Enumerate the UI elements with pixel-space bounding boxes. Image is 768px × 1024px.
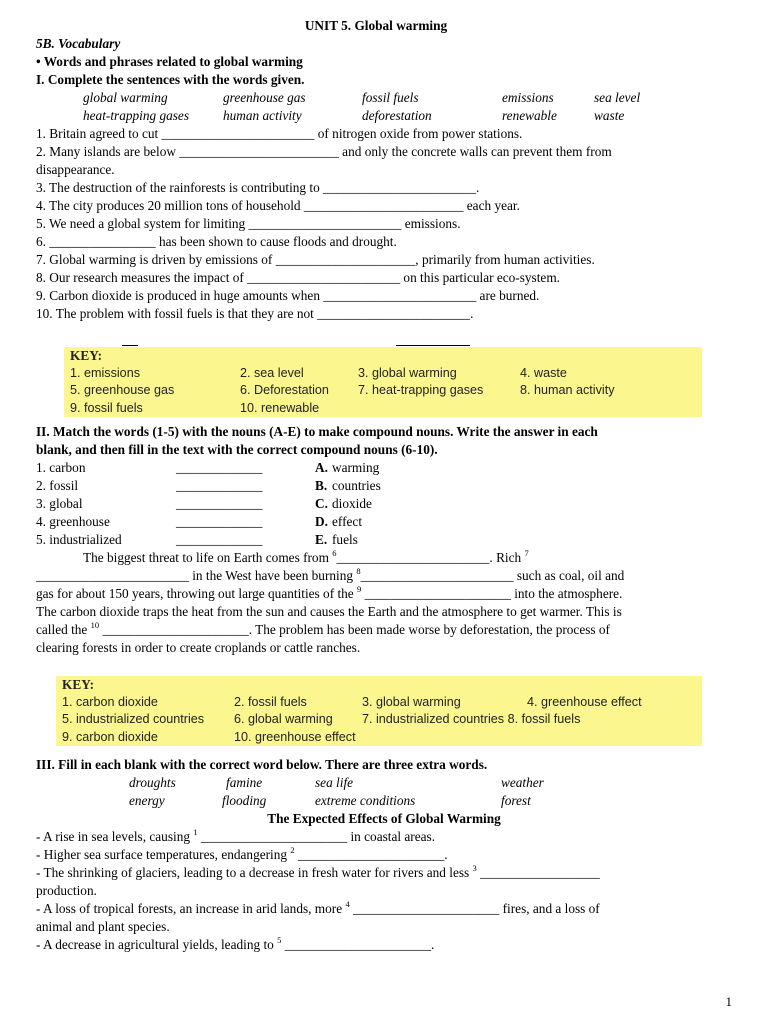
match-row <box>36 531 726 549</box>
word-option: famine <box>226 775 263 790</box>
blank-number: 7 <box>524 547 529 558</box>
match-word: 4. greenhouse <box>36 514 110 529</box>
match-blank: _____________ <box>176 496 263 511</box>
blank-number: 3 <box>472 862 477 873</box>
paragraph-text: ______________________. <box>294 847 448 862</box>
match-row <box>36 513 726 531</box>
word-option: greenhouse gas <box>223 90 306 105</box>
answer-key-part1 <box>64 347 702 417</box>
match-row <box>36 495 726 513</box>
match-word: 2. fossil <box>36 478 79 493</box>
paragraph-text: ______________________. The problem has been made worse by deforestation, the process of <box>99 622 610 637</box>
paragraph-text: ______________________ into the atmosphere. <box>361 586 623 601</box>
match-row <box>36 459 726 477</box>
key-answer: 2. sea level <box>240 365 304 380</box>
paragraph-line <box>36 828 726 846</box>
match-noun: dioxide <box>332 496 372 511</box>
paragraph-text: _______________________ in the West have been burning <box>36 568 357 583</box>
key-label: KEY: <box>62 677 95 692</box>
part1-word-list-row1 <box>36 89 716 107</box>
word-option: global warming <box>83 90 168 105</box>
exercise-line: disappearance. <box>36 162 115 177</box>
exercise-line: 10. The problem with fossil fuels is that they are not _______________________. <box>36 306 474 321</box>
paragraph-text: - The shrinking of glaciers, leading to a decrease in fresh water for rivers and less <box>36 865 473 880</box>
paragraph-line: production. <box>36 883 97 898</box>
part2-heading: blank, and then fill in the text with the correct compound nouns (6-10). <box>36 442 438 457</box>
word-option: droughts <box>129 775 176 790</box>
exercise-line: 6. ________________ has been shown to cause floods and drought. <box>36 234 397 249</box>
word-option: deforestation <box>362 108 432 123</box>
key-answer: 2. fossil fuels <box>234 694 307 709</box>
blank-number: 2 <box>290 844 295 855</box>
key-answer: 5. industrialized countries <box>62 712 205 726</box>
match-noun: fuels <box>332 532 358 547</box>
match-blank: _____________ <box>176 514 263 529</box>
paragraph-text: __________________ <box>476 865 600 880</box>
paragraph-line <box>36 567 726 585</box>
exercise-line: 3. The destruction of the rainforests is contributing to _______________________. <box>36 180 480 195</box>
part1-word-list-row2 <box>36 107 716 125</box>
word-option: human activity <box>223 108 302 123</box>
word-option: flooding <box>222 793 267 808</box>
reading-title: The Expected Effects of Global Warming <box>267 811 501 826</box>
word-option: emissions <box>502 90 554 105</box>
key-answer: 10. greenhouse effect <box>234 729 356 744</box>
key-answer: 4. waste <box>520 365 567 380</box>
paragraph-text: _______________________ such as coal, oil and <box>360 568 625 583</box>
page-number: 1 <box>725 994 732 1009</box>
key-label: KEY: <box>70 348 103 363</box>
blank-number: 9 <box>357 583 362 594</box>
word-option: renewable <box>502 108 557 123</box>
key-answer: 4. greenhouse effect <box>527 694 642 709</box>
key-answer: 7. industrialized countries 8. fossil fuels <box>362 712 581 726</box>
section-heading: 5B. Vocabulary <box>36 36 121 51</box>
paragraph-line: The carbon dioxide traps the heat from the sun and causes the Earth and the atmosphere to get warmer. This is <box>36 604 622 619</box>
key-answer: 5. greenhouse gas <box>70 383 175 397</box>
word-option: waste <box>594 108 625 123</box>
blank-number: 8 <box>356 565 361 576</box>
match-word: 3. global <box>36 496 83 511</box>
part1-heading: I. Complete the sentences with the words given. <box>36 72 305 87</box>
paragraph-text: - A loss of tropical forests, an increase in arid lands, more <box>36 901 346 916</box>
paragraph-text: called the <box>36 622 91 637</box>
paragraph-text: - A decrease in agricultural yields, leading to <box>36 937 278 952</box>
paragraph-line <box>36 864 726 882</box>
paragraph-line <box>36 621 726 639</box>
match-blank: _____________ <box>176 532 263 547</box>
paragraph-text: ______________________ fires, and a loss of <box>349 901 600 916</box>
key-answer: 1. emissions <box>70 365 140 380</box>
match-letter: D. <box>315 514 328 529</box>
exercise-line: 1. Britain agreed to cut _______________________ of nitrogen oxide from power stations. <box>36 126 523 141</box>
word-option: heat-trapping gases <box>83 108 189 123</box>
word-option: fossil fuels <box>362 90 419 105</box>
word-option: sea level <box>594 90 641 105</box>
part3-section <box>36 756 726 954</box>
match-blank: _____________ <box>176 460 263 475</box>
key-answer: 6. global warming <box>234 712 333 726</box>
match-letter: B. <box>315 478 328 493</box>
answer-key-part2 <box>56 676 702 746</box>
exercise-line: 4. The city produces 20 million tons of household ________________________ each year. <box>36 198 520 213</box>
match-letter: E. <box>315 532 328 547</box>
subheading: • Words and phrases related to global warming <box>36 54 303 69</box>
paragraph-line: animal and plant species. <box>36 919 170 934</box>
key-answer: 1. carbon dioxide <box>62 694 158 709</box>
blank-number: 4 <box>345 898 350 909</box>
match-blank: _____________ <box>176 478 263 493</box>
paragraph-text: ______________________. <box>281 937 435 952</box>
paragraph-line: clearing forests in order to create croplands or cattle ranches. <box>36 640 361 655</box>
part2-heading: II. Match the words (1-5) with the nouns (A-E) to make compound nouns. Write the answer in each <box>36 424 598 439</box>
part3-heading: III. Fill in each blank with the correct word below. There are three extra words. <box>36 757 488 772</box>
paragraph-line <box>36 549 726 567</box>
match-noun: effect <box>332 514 363 529</box>
paragraph-text: ______________________ in coastal areas. <box>197 829 436 844</box>
key-answer: 7. heat-trapping gases <box>358 383 484 397</box>
match-word: 5. industrialized <box>36 532 122 547</box>
part3-word-list-row1 <box>36 774 726 792</box>
key-answer: 3. global warming <box>358 365 457 380</box>
key-answer: 3. global warming <box>362 694 461 709</box>
exercise-line: 9. Carbon dioxide is produced in huge amounts when _______________________ are burned. <box>36 288 540 303</box>
word-option: extreme conditions <box>315 793 416 808</box>
word-option: weather <box>501 775 544 790</box>
exercise-line: 2. Many islands are below ________________________ and only the concrete walls can prevent them from <box>36 144 612 159</box>
key-answer: 6. Deforestation <box>240 383 329 397</box>
match-row <box>36 477 726 495</box>
worksheet-page <box>36 17 716 323</box>
page-title: UNIT 5. Global warming <box>304 18 448 33</box>
part3-word-list-row2 <box>36 792 726 810</box>
key-answer: 9. fossil fuels <box>70 400 143 415</box>
paragraph-line <box>36 846 726 864</box>
paragraph-text: - A rise in sea levels, causing <box>36 829 194 844</box>
blank-number: 1 <box>193 826 198 837</box>
match-letter: C. <box>315 496 328 511</box>
exercise-line: 8. Our research measures the impact of _______________________ on this particular eco-system. <box>36 270 560 285</box>
blank-number: 5 <box>277 934 282 945</box>
word-option: sea life <box>315 775 354 790</box>
exercise-line: 7. Global warming is driven by emissions of _____________________, primarily from human activities. <box>36 252 595 267</box>
paragraph-text: _______________________. Rich <box>336 550 525 565</box>
paragraph-line <box>36 585 726 603</box>
paragraph-text: - Higher sea surface temperatures, endangering <box>36 847 291 862</box>
match-noun: countries <box>332 478 381 493</box>
word-option: energy <box>129 793 165 808</box>
exercise-line: 5. We need a global system for limiting _______________________ emissions. <box>36 216 461 231</box>
key-answer: 8. human activity <box>520 383 615 397</box>
match-word: 1. carbon <box>36 460 86 475</box>
paragraph-text: The biggest threat to life on Earth comes from <box>83 550 333 565</box>
paragraph-text: gas for about 150 years, throwing out large quantities of the <box>36 586 358 601</box>
paragraph-line <box>36 936 726 954</box>
match-letter: A. <box>315 460 328 475</box>
match-noun: warming <box>332 460 380 475</box>
word-option: forest <box>501 793 531 808</box>
key-answer: 9. carbon dioxide <box>62 729 158 744</box>
part2-section <box>36 423 726 657</box>
paragraph-line <box>36 900 726 918</box>
blank-number: 10 <box>90 619 100 630</box>
key-answer: 10. renewable <box>240 400 320 415</box>
blank-number: 6 <box>332 547 337 558</box>
